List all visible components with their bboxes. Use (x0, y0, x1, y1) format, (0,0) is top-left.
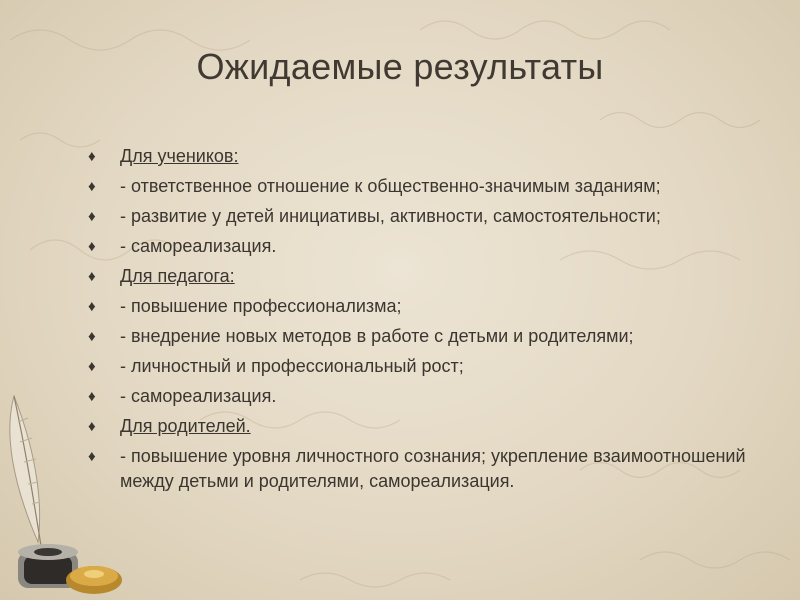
diamond-bullet-icon: ♦ (88, 148, 96, 165)
diamond-bullet-icon: ♦ (88, 328, 96, 345)
list-item-text: - личностный и профессиональный рост; (120, 356, 464, 376)
list-item (88, 264, 748, 289)
list-item-text: - повышение уровня личностного сознания; укрепление взаимоотношений между детьми и родителями, самореализация. (120, 446, 746, 491)
parents-heading: Для родителей. (120, 416, 251, 436)
diamond-bullet-icon: ♦ (88, 238, 96, 255)
quill-inkwell-icon (0, 392, 130, 600)
list-item-text: - самореализация. (120, 386, 277, 406)
list-item (88, 174, 748, 199)
teacher-heading: Для педагога: (120, 266, 235, 286)
diamond-bullet-icon: ♦ (88, 268, 96, 285)
list-item (88, 414, 748, 439)
list-item (88, 294, 748, 319)
slide-title: Ожидаемые результаты (196, 46, 604, 87)
diamond-bullet-icon: ♦ (88, 448, 96, 465)
list-item (88, 234, 748, 259)
list-item (88, 444, 748, 494)
list-item (88, 144, 748, 169)
list-item (88, 324, 748, 349)
students-heading: Для учеников: (120, 146, 239, 166)
diamond-bullet-icon: ♦ (88, 388, 96, 405)
list-item (88, 354, 748, 379)
diamond-bullet-icon: ♦ (88, 208, 96, 225)
list-item (88, 384, 748, 409)
list-item-text: - ответственное отношение к общественно-значимым заданиям; (120, 176, 661, 196)
results-list (88, 144, 748, 499)
list-item-text: - развитие у детей инициативы, активности, самостоятельности; (120, 206, 661, 226)
list-item (88, 204, 748, 229)
diamond-bullet-icon: ♦ (88, 418, 96, 435)
diamond-bullet-icon: ♦ (88, 178, 96, 195)
list-item-text: - самореализация. (120, 236, 277, 256)
diamond-bullet-icon: ♦ (88, 298, 96, 315)
list-item-text: - внедрение новых методов в работе с детьми и родителями; (120, 326, 634, 346)
list-item-text: - повышение профессионализма; (120, 296, 402, 316)
diamond-bullet-icon: ♦ (88, 358, 96, 375)
